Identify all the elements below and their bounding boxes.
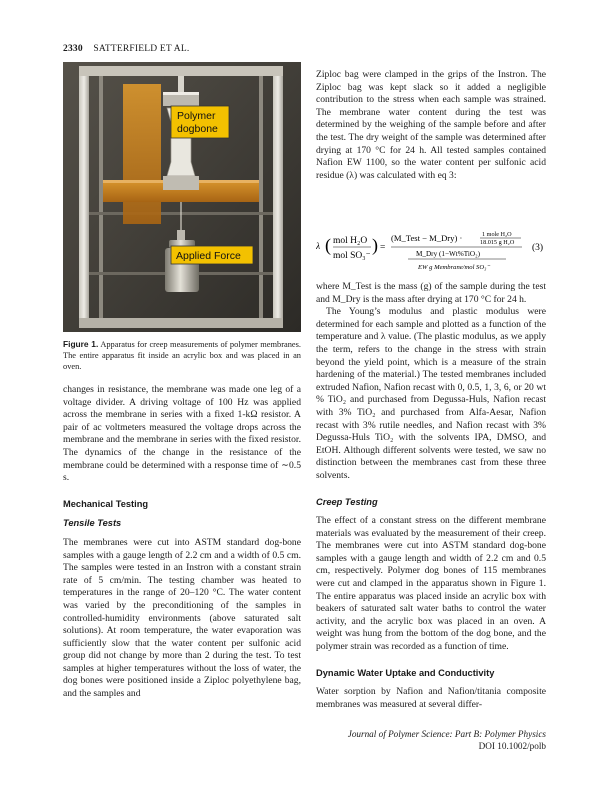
running-header <box>63 44 189 54</box>
eq-frac-bottom: 18.015 g H₂O <box>480 239 515 246</box>
figure-caption <box>63 339 301 372</box>
right-para-1: Ziploc bag were clamped in the grips of the Instron. The Ziploc bag was kept slack so it added a negligible contribution to the stress when each sample was strained. The membrane water content during the test was determined by the weighing of the sample before and after the test. The dry weight of the sample was determined after drying at 170 °C for 24 h. All tested samples contained Nafion EW 1100, so the water content per sulfonic acid residue (λ) was calculated with eq 3: <box>316 69 546 181</box>
footer-journal: Journal of Polymer Science: Part B: Polymer Physics <box>347 729 546 739</box>
caption-label: Figure 1. <box>63 339 99 349</box>
running-title: SATTERFIELD ET AL. <box>93 44 190 54</box>
svg-text:): ) <box>372 235 378 255</box>
right-para-4: The effect of a constant stress on the different membrane materials was evaluated by the measurement of their creep. The membranes were cut into ASTM standard dog-bone samples with a gauge length and width of 2.2 cm and 0.5 cm, respectively. Polymer dog bones of 115 membranes were cut and clamped in the apparatus shown in Figure 1. The entire apparatus was placed inside an acrylic box with beakers of saturated salt water baths to control the water activity, and the acrylic box was placed in an oven. A weight was hung from the bottom of the dog bone, and the polymer strain was recorded as a function of time. <box>316 515 546 653</box>
label-polymer-line2: dogbone <box>177 123 218 135</box>
left-column <box>63 384 301 701</box>
page-footer <box>348 729 546 752</box>
left-para-2: The membranes were cut into ASTM standard dog-bone samples with a gauge length of 2.2 cm and a width of 0.5 cm. The samples were tested in an Instron with a constant strain rate of 5 cm/min. The testing chamber was heated to temperatures in the range of 20–120 °C. The water content was varied by the preconditioning of the samples in controlled-humidity environments (above saturated salt solutions). At room temperature, the water evaporation was sufficiently slow that the water content per sulfonic acid group did not change by more than 2 during the test. To test samples at higher temperatures without the loss of water, the dog bones were positioned inside a Ziploc polyethylene bag, and the samples and <box>63 536 301 700</box>
footer-doi: DOI 10.1002/polb <box>478 740 546 751</box>
eq-lhs-denominator: mol SO₃⁻ <box>333 251 371 261</box>
heading-mechanical-testing: Mechanical Testing <box>63 498 149 509</box>
heading-tensile-tests: Tensile Tests <box>63 518 122 529</box>
eq-number: (3) <box>532 243 544 253</box>
svg-text:λ: λ <box>316 242 321 252</box>
equation-3 <box>316 229 546 275</box>
right-para-3: The Young’s modulus and plastic modulus were determined for each sample and plotted as a function of the temperature and λ value. (The plastic modulus, as we apply the term, refers to the change in the stress with strain beyond the yield point, which is a measure of the strain hardening of the material.) The tested membranes included extruded Nafion, Nafion recast with 0, 0.5, 1, 3, 6, or 20 wt % TiO₂ and purchased from Degussa-Huls, Nafion recast with 3% TiO₂ and purchased from Alfa-Aesar, Nafion recast with 3% rutile needles, and Nafion recast with 3% Degussa-Huls TiO₂ with the solvents IPA, DMSO, and EtOH. Although different solvents were tested, we saw no distinction between the membranes cast from these three solvents. <box>316 306 546 481</box>
left-para-1: changes in resistance, the membrane was made one leg of a voltage divider. A driving voltage of 100 Hz was applied across the membrane in series with a fixed 1-kΩ resistor. A pair of ac voltmeters measured the voltage drops across the membrane and the membrane in series with the fixed resistor. The dynamics of the change in the resistance of the membrane could be determined with a response time of ∼0.5 s. <box>63 384 301 484</box>
right-column-top <box>316 69 546 182</box>
right-para-5: Water sorption by Nafion and Nafion/titania composite membranes was measured at several differ- <box>316 686 546 710</box>
svg-text:=: = <box>380 243 386 253</box>
equation-3-graphic <box>316 229 546 275</box>
eq-denominator-outer: EW g Membrane/mol SO₃⁻ <box>418 264 490 271</box>
caption-text: Apparatus for creep measurements of polymer membranes. The entire apparatus fit inside an acrylic box and was placed in an oven. <box>63 340 301 371</box>
right-column-bottom <box>316 281 546 711</box>
heading-dynamic-water: Dynamic Water Uptake and Conductivity <box>316 667 495 678</box>
label-polymer-line1: Polymer <box>177 110 216 122</box>
page-number: 2330 <box>63 44 83 54</box>
right-para-2: where M_Test is the mass (g) of the sample during the test and M_Dry is the mass after drying at 170 °C for 24 h. <box>316 281 546 305</box>
eq-lhs-numerator: mol H₂O <box>333 236 368 246</box>
svg-text:(: ( <box>325 235 331 255</box>
heading-creep-testing: Creep Testing <box>316 496 378 507</box>
eq-denominator-inner: M_Dry (1−Wt%TiO₂) <box>416 250 480 258</box>
label-applied-force: Applied Force <box>176 250 241 262</box>
figure-1-photo <box>63 62 301 332</box>
apparatus-illustration <box>63 62 301 332</box>
eq-frac-top: 1 mole H₂O <box>482 231 512 238</box>
eq-numerator: (M_Test − M_Dry) · <box>391 233 463 243</box>
